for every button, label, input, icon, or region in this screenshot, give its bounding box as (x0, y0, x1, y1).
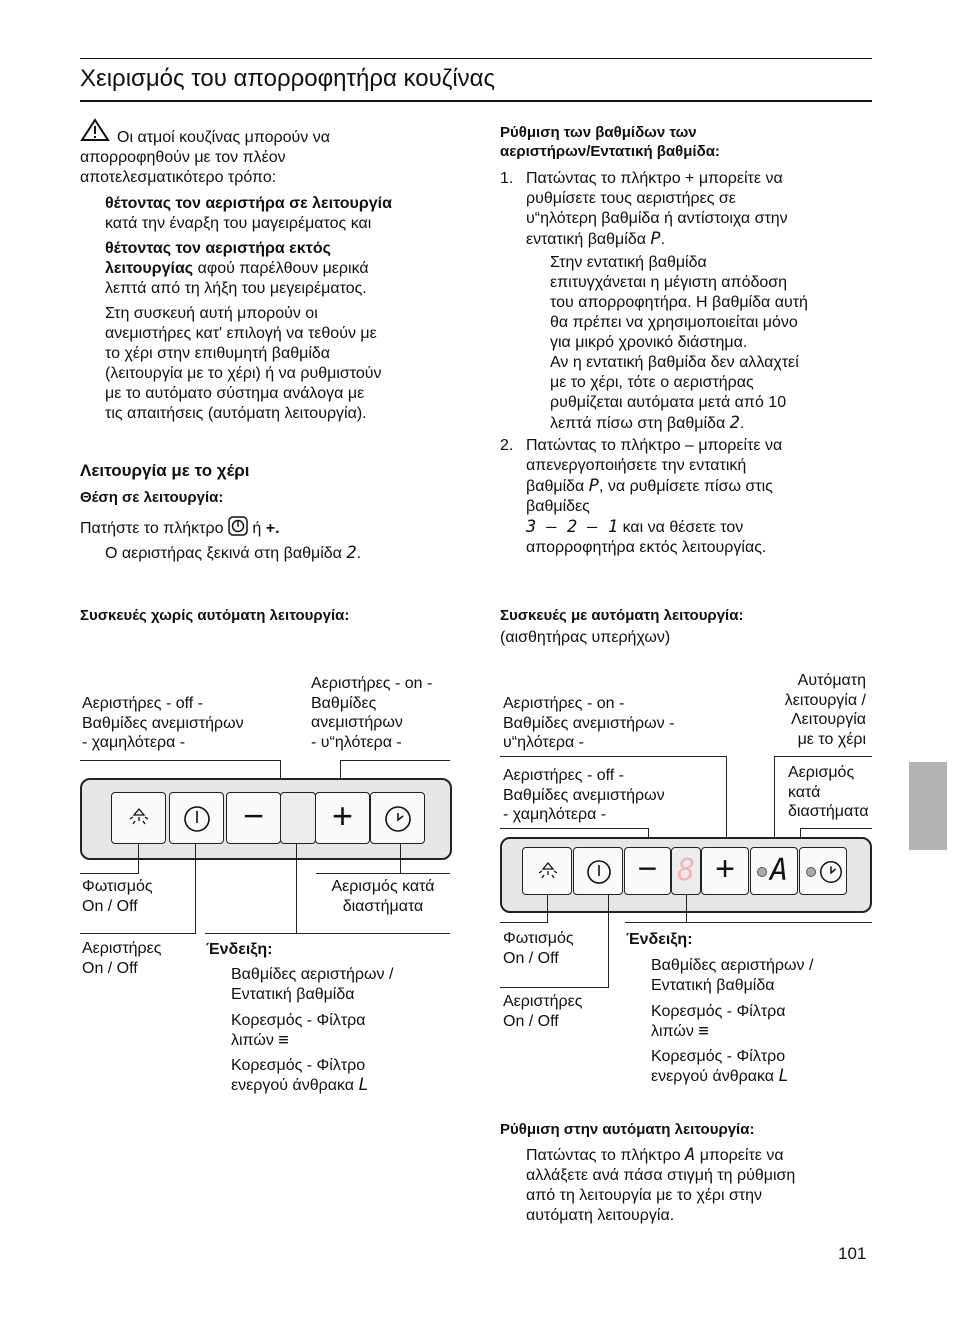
step1-number: 1. (500, 170, 514, 187)
label-r-interval: Αερισμός κατά διαστήματα (788, 764, 869, 820)
indicator-led-icon (806, 867, 816, 877)
step1-text: Πατώντας το πλήκτρο + μπορείτε να ρυθμίσετε τους αεριστήρες σε υ“ηλότερη βαθμίδα ή αντίστοιχα στην εντατική βαθμίδα P. (526, 170, 788, 249)
lamp-icon (124, 803, 154, 833)
step2-text: Πατώντας το πλήκτρο – μπορείτε να απενεργοποιήσετε την εντατική βαθμίδα P, να ρυθμίσετε πίσω στις βαθμίδες 3 – 2 – 1 και να θέσετε τον απορροφητήρα εκτός λειτουργίας. (526, 437, 783, 556)
power-icon (182, 804, 212, 834)
r-display-window: 8 (671, 847, 701, 895)
intro-text: Οι ατμοί κουζίνας μπορούν να απορροφηθούν με τον πλέον αποτελεσματικότερο τρόπο: (80, 129, 330, 186)
auto-heading: Συσκευές με αυτόματη λειτουργία: (500, 607, 744, 624)
r-plus-key[interactable]: + (701, 847, 749, 895)
power-icon (228, 516, 248, 536)
intense-text: Στην εντατική βαθμίδα επιτυγχάνεται η μέγιστη απόδοση του απορροφητήρα. Η βαθμίδα αυτή θα πρέπει να χρησιμοποιείται μόνο για μικρό χρονικό διάστημα. Αν η εντατική βαθμίδα δεν αλλαχτεί με το χέρι, τότε ο αεριστήρας ρυθμίζεται αυτόματα μετά από 10 λεπτά πίσω στη βαθμίδα 2. (550, 254, 808, 433)
label-r-auto: Αυτόματη λειτουργία / Λειτουργία με το χέρι (784, 672, 866, 748)
r-display-item-grease: Κορεσμός - Φίλτρα λιπών ≡ (651, 1003, 786, 1041)
label-interval: Αερισμός κατά διαστήματα (331, 878, 435, 915)
page-title: Χειρισμός του απορροφητήρα κουζίνας (80, 65, 496, 92)
no-auto-heading: Συσκευές χωρίς αυτόματη λειτουργία: (80, 607, 350, 624)
label-r-fans-onoff: Αεριστήρες On / Off (503, 993, 583, 1030)
title-rule (80, 100, 872, 102)
label-fans-onoff: Αεριστήρες On / Off (82, 940, 162, 977)
r-light-key[interactable] (522, 847, 572, 895)
manual-heading: Λειτουργία με το χέρι (80, 461, 250, 480)
label-fans-on: Αεριστήρες - on - Βαθμίδες ανεμιστήρων - υ“ηλότερα - (311, 675, 433, 751)
leader-r-power-h (500, 987, 608, 988)
r-interval-key[interactable] (799, 847, 847, 895)
display-item-levels: Βαθμίδες αεριστήρων / Εντατική βαθμίδα (231, 966, 394, 1003)
fan-power-key[interactable] (169, 792, 224, 844)
label-light: Φωτισμός On / Off (82, 878, 153, 915)
label-r-fans-on: Αεριστήρες - on - Βαθμίδες ανεμιστήρων - υ“ηλότερα - (503, 695, 675, 751)
leader-r-auto-h (790, 756, 872, 757)
leader-fans-off-h (80, 760, 280, 761)
on-instruction: Πατήστε το πλήκτρο ή +. (80, 516, 280, 539)
leader-r-auto-h2 (774, 756, 790, 757)
leader-r-auto-v (774, 756, 775, 846)
r-display-heading: Ένδειξη: (626, 931, 693, 948)
r-fan-power-key[interactable] (573, 847, 623, 895)
chapter-tab (909, 762, 947, 850)
auto-mode-heading: Ρύθμιση στην αυτόματη λειτουργία: (500, 1121, 755, 1138)
display-item-grease: Κορεσμός - Φίλτρα λιπών ≡ (231, 1012, 366, 1050)
timer-icon (817, 858, 845, 886)
indicator-led-icon (757, 867, 767, 877)
leader-r-fans-on-v (726, 756, 727, 846)
leader-r-power (608, 895, 609, 988)
leader-r-fans-off-h (500, 828, 648, 829)
label-fans-off: Αεριστήρες - off - Βαθμίδες ανεμιστήρων - χαμηλότερα - (82, 695, 244, 751)
power-icon (584, 857, 614, 887)
levels-heading: Ρύθμιση των βαθμίδων των αεριστήρων/Εντατική βαθμίδα: (500, 124, 720, 160)
leader-r-interval-h (800, 828, 872, 829)
leader-display-h (205, 933, 450, 934)
leader-power-h (80, 933, 195, 934)
leader-fans-on-h (340, 760, 450, 761)
display-window (280, 792, 316, 844)
leader-r-display (686, 895, 687, 923)
leader-light (138, 844, 139, 874)
leader-interval (400, 844, 401, 874)
leader-r-light (547, 895, 548, 923)
r-minus-key[interactable]: − (624, 847, 671, 895)
interval-key[interactable] (370, 792, 425, 844)
on-heading: Θέση σε λειτουργία: (80, 489, 224, 506)
label-r-light: Φωτισμός On / Off (503, 930, 574, 967)
auto-mode-text: Πατώντας το πλήκτρο A μπορείτε να αλλάξετε ανά πάσα στιγμή τη ρύθμιση από τη λειτουργία με το χέρι στην αυτόματη λειτουργία. (526, 1145, 796, 1224)
label-r-fans-off: Αεριστήρες - off - Βαθμίδες ανεμιστήρων - χαμηλότερα - (503, 767, 665, 823)
leader-r-display-h (625, 922, 872, 923)
step2-number: 2. (500, 437, 514, 454)
display-heading: Ένδειξη: (206, 941, 273, 958)
leader-light-h (80, 873, 138, 874)
top-rule (80, 58, 872, 59)
leader-display (296, 844, 297, 934)
item-off: θέτοντας τον αεριστήρα εκτός λειτουργίας αφού παρέλθουν μερικά λεπτά από τη λήξη του μεγειρέματος. (105, 240, 369, 297)
leader-power (195, 844, 196, 934)
auto-label: A (770, 853, 789, 888)
display-item-charcoal: Κορεσμός - Φίλτρο ενεργού άνθρακα L (231, 1057, 369, 1095)
r-display-item-levels: Βαθμίδες αεριστήρων / Εντατική βαθμίδα (651, 957, 814, 994)
auto-subheading: (αισθητήρας υπερήχων) (500, 629, 671, 646)
start-level-text: Ο αεριστήρας ξεκινά στη βαθμίδα 2. (105, 543, 362, 563)
r-display-item-charcoal: Κορεσμός - Φίλτρο ενεργού άνθρακα L (651, 1048, 789, 1086)
lamp-icon (533, 857, 563, 887)
leader-interval-h (316, 873, 450, 874)
minus-key[interactable]: − (226, 792, 281, 844)
item-on: θέτοντας τον αεριστήρα σε λειτουργία κατά την έναρξη του μαγειρέματος και (105, 195, 392, 232)
page-number: 101 (838, 1244, 867, 1263)
timer-icon (383, 804, 413, 834)
r-auto-key[interactable] (750, 847, 798, 895)
plus-key[interactable]: + (315, 792, 370, 844)
leader-r-fans-on-h (500, 756, 726, 757)
device-paragraph: Στη συσκευή αυτή μπορούν οι ανεμιστήρες κατ' επιλογή να τεθούν με το χέρι στην επιθυμητή βαθμίδα (λειτουργία με το χέρι) ή να ρυθμιστούν με το αυτόματο σύστημα ανάλογα με τις απαιτήσεις (αυτόματη λειτουργία). (105, 305, 382, 422)
leader-r-light-h (500, 922, 547, 923)
light-key[interactable] (111, 792, 166, 844)
